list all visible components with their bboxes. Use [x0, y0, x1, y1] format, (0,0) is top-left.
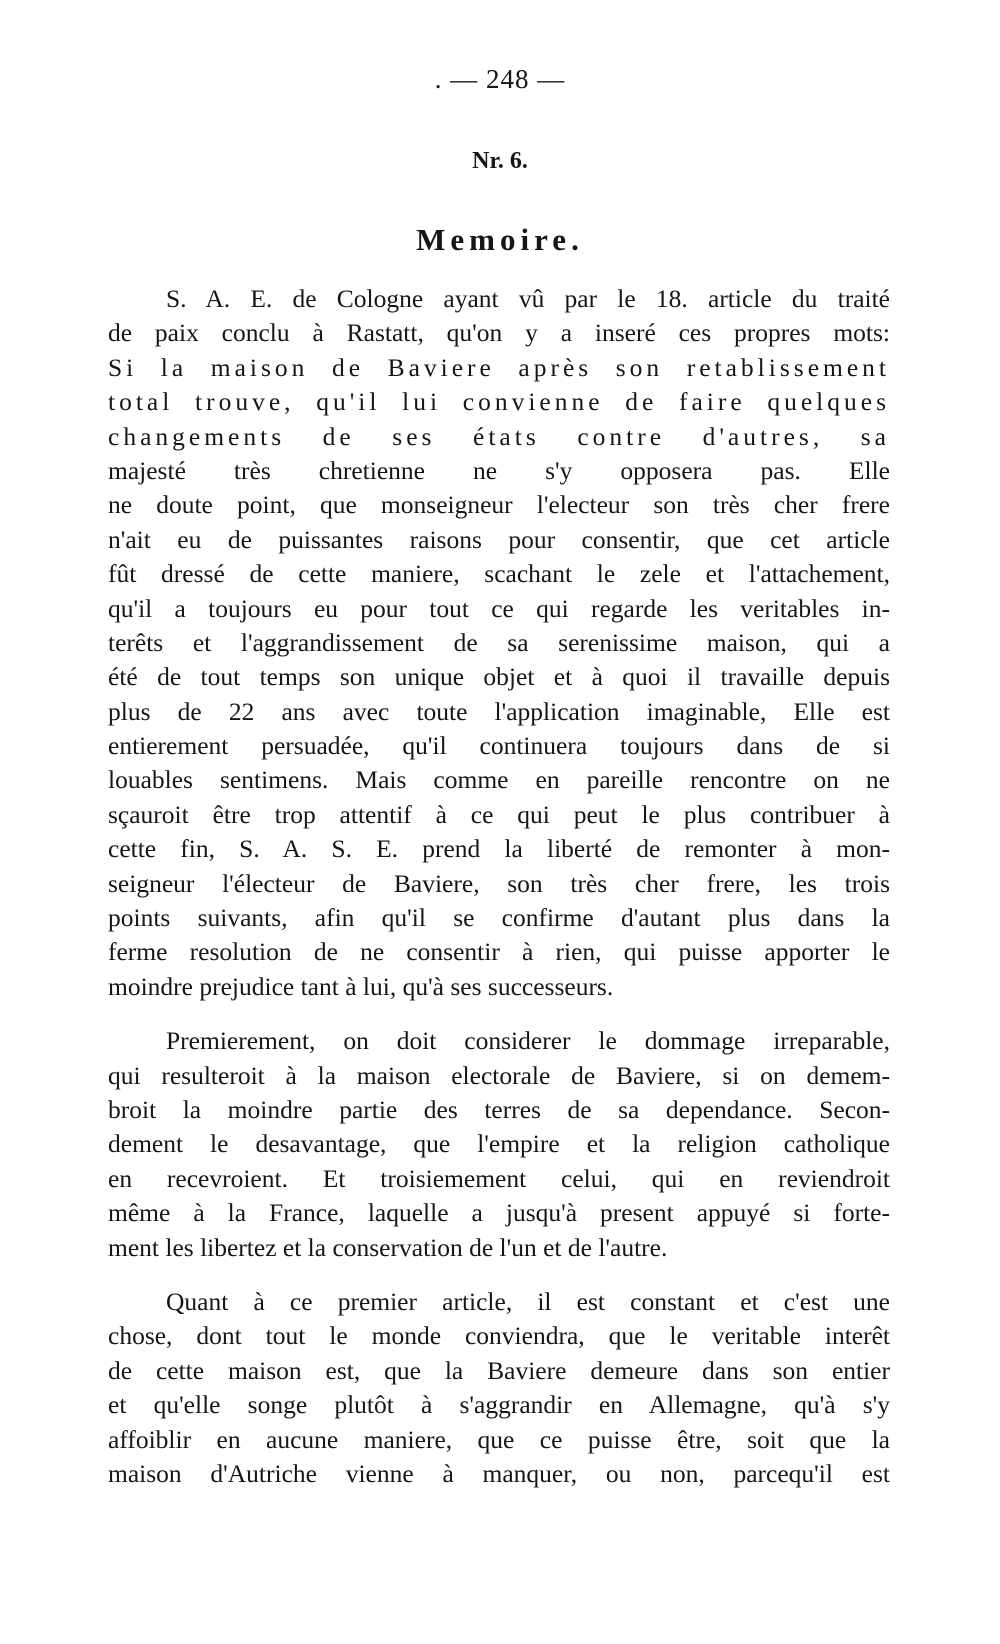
- text-line: fût dressé de cette maniere, scachant le zele et l'attachement,: [108, 559, 890, 589]
- text-line: en recevroient. Et troisiemement celui, qui en reviendroit: [108, 1163, 890, 1193]
- document-number: Nr. 6.: [472, 148, 528, 174]
- text-line: qui resulteroit à la maison electorale de Baviere, si on demem-: [108, 1060, 890, 1090]
- text-line: ferme resolution de ne consentir à rien, qui puisse apporter le: [108, 937, 890, 967]
- text-line: terêts et l'aggrandissement de sa serenissime maison, qui a: [108, 627, 890, 657]
- paragraph: [108, 1285, 890, 1491]
- text-line: et qu'elle songe plutôt à s'aggrandir en Allemagne, qu'à s'y: [108, 1390, 890, 1420]
- text-line: maison d'Autriche vienne à manquer, ou non, parcequ'il est: [108, 1458, 890, 1488]
- paragraph-gap: [108, 1265, 890, 1285]
- text-line: changements de ses états contre d'autres, sa: [108, 421, 890, 451]
- page-title: Memoire.: [416, 222, 584, 257]
- text-line: affoiblir en aucune maniere, que ce puisse être, soit que la: [108, 1424, 890, 1454]
- text-line: n'ait eu de puissantes raisons pour consentir, que cet article: [108, 524, 890, 554]
- text-line: ment les libertez et la conservation de l'un et de l'autre.: [108, 1232, 668, 1262]
- text-line: total trouve, qu'il lui convienne de faire quelques: [108, 387, 890, 417]
- text-line: seigneur l'électeur de Baviere, son très cher frere, les trois: [108, 868, 890, 898]
- text-line: points suivants, afin qu'il se confirme d'autant plus dans la: [108, 903, 890, 933]
- text-line: sçauroit être trop attentif à ce qui peut le plus contribuer à: [108, 799, 890, 829]
- text-line: S. A. E. de Cologne ayant vû par le 18. article du traité: [166, 284, 890, 313]
- text-line: dement le desavantage, que l'empire et la religion catholique: [108, 1129, 890, 1159]
- text-line: même à la France, laquelle a jusqu'à present appuyé si forte-: [108, 1198, 890, 1228]
- text-line: cette fin, S. A. S. E. prend la liberté de remonter à mon-: [108, 834, 890, 864]
- text-line: plus de 22 ans avec toute l'application imaginable, Elle est: [108, 696, 890, 726]
- text-line: qu'il a toujours eu pour tout ce qui regarde les veritables in-: [108, 593, 890, 623]
- text-line: de cette maison est, que la Baviere demeure dans son entier: [108, 1355, 890, 1385]
- text-line: moindre prejudice tant à lui, qu'à ses successeurs.: [108, 971, 614, 1001]
- text-line: Quant à ce premier article, il est constant et c'est une: [166, 1286, 890, 1316]
- page-number: . — 248 —: [434, 64, 566, 94]
- text-line: de paix conclu à Rastatt, qu'on y a inseré ces propres mots:: [108, 318, 890, 348]
- text-line: Premierement, on doit considerer le dommage irreparable,: [166, 1026, 890, 1056]
- text-line: chose, dont tout le monde conviendra, que le veritable interêt: [108, 1321, 890, 1351]
- text-line: entierement persuadée, qu'il continuera toujours dans de si: [108, 731, 890, 761]
- paragraph-gap: [108, 1004, 890, 1024]
- text-line: broit la moindre partie des terres de sa dependance. Secon-: [108, 1094, 890, 1124]
- paragraph: [108, 282, 890, 1004]
- body-text: [108, 282, 890, 1491]
- text-line: ne doute point, que monseigneur l'electeur son très cher frere: [108, 490, 890, 520]
- text-line: Si la maison de Baviere après son retablissement: [108, 352, 890, 382]
- text-line: louables sentimens. Mais comme en pareille rencontre on ne: [108, 765, 890, 795]
- text-line: été de tout temps son unique objet et à quoi il travaille depuis: [108, 662, 890, 692]
- paragraph: [108, 1024, 890, 1265]
- text-line: majesté très chretienne ne s'y opposera pas. Elle: [108, 455, 890, 485]
